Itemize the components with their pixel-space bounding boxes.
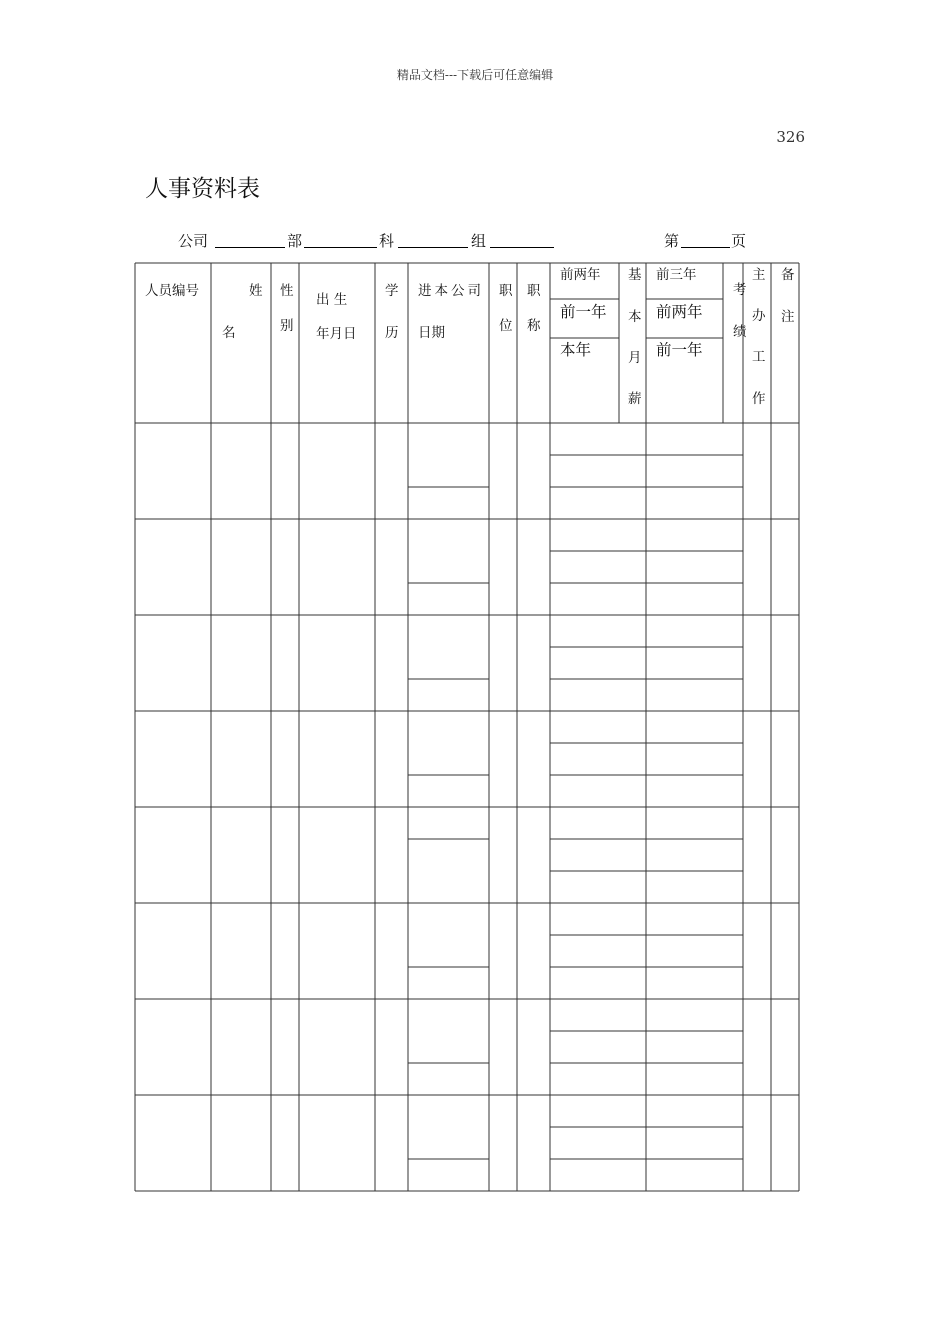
document-title: 人事资料表 xyxy=(145,176,260,202)
header-edu-1: 学 xyxy=(385,283,399,299)
header-work-3: 工 xyxy=(752,349,766,365)
header-salary-prev2: 前两年 xyxy=(560,267,601,283)
company-label: 公司 xyxy=(178,232,209,250)
header-sex-2: 别 xyxy=(280,318,294,334)
page-prefix-label: 第 xyxy=(664,232,680,250)
header-birth-2: 年月日 xyxy=(316,326,357,342)
header-title-2: 称 xyxy=(527,318,541,334)
header-name-1: 姓 xyxy=(249,283,263,299)
header-work-4: 作 xyxy=(752,391,766,407)
header-perf-1: 考 xyxy=(733,282,747,298)
header-sex-1: 性 xyxy=(280,283,294,299)
header-perf-prev2: 前两年 xyxy=(656,303,703,321)
header-base-4: 薪 xyxy=(628,391,642,407)
header-base-3: 月 xyxy=(628,350,642,366)
header-perf-2: 绩 xyxy=(733,324,747,340)
header-work-2: 办 xyxy=(752,308,766,324)
page-suffix-label: 页 xyxy=(731,232,747,250)
header-base-2: 本 xyxy=(628,309,642,325)
header-position-1: 职 xyxy=(499,283,513,299)
header-perf-prev3: 前三年 xyxy=(656,267,697,283)
department-label: 部 xyxy=(287,232,303,250)
header-join-1: 进本公司 xyxy=(418,283,484,299)
header-staff-id: 人员编号 xyxy=(145,283,199,299)
header-birth-1: 出 生 xyxy=(316,292,348,308)
header-base-1: 基 xyxy=(628,267,642,283)
section-label: 科 xyxy=(379,232,395,250)
header-perf-prev1: 前一年 xyxy=(656,341,703,359)
header-work-1: 主 xyxy=(752,267,766,283)
header-join-2: 日期 xyxy=(418,325,445,341)
header-note-2: 注 xyxy=(781,309,795,325)
header-position-2: 位 xyxy=(499,318,513,334)
header-edu-2: 历 xyxy=(385,325,399,341)
header-salary-current: 本年 xyxy=(560,341,592,359)
header-title-1: 职 xyxy=(527,283,541,299)
header-salary-prev1: 前一年 xyxy=(560,303,607,321)
header-name-2: 名 xyxy=(222,325,236,341)
page-number: 326 xyxy=(776,128,805,146)
watermark-text: 精品文档---下载后可任意编辑 xyxy=(396,68,554,82)
header-note-1: 备 xyxy=(781,267,795,283)
group-label: 组 xyxy=(471,232,487,250)
